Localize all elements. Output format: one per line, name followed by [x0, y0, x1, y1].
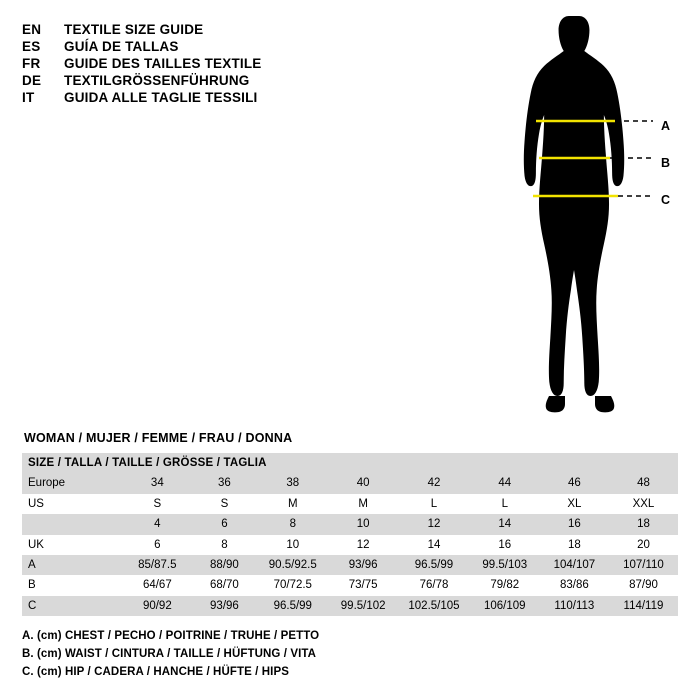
row-label: B	[28, 579, 36, 592]
footnote-hip: C. (cm) HIP / CADERA / HANCHE / HÜFTE / HIPS	[22, 666, 290, 678]
table-header-row	[22, 453, 678, 473]
table-cell: 46	[567, 477, 581, 490]
table-cell: 12	[356, 538, 370, 551]
table-cell: 12	[427, 518, 441, 531]
table-cell: 90/92	[142, 599, 172, 612]
table-cell: 42	[427, 477, 441, 490]
table-row	[22, 535, 678, 555]
table-cell: 88/90	[210, 558, 239, 571]
language-code: DE	[22, 73, 42, 88]
row-label: Europe	[28, 477, 66, 490]
measure-label-b: B	[661, 156, 671, 170]
table-cell: 83/86	[559, 579, 589, 592]
language-code: EN	[22, 22, 42, 37]
table-cell: 40	[356, 477, 370, 490]
table-cell: 99.5/103	[482, 558, 528, 571]
table-cell: 16	[498, 538, 512, 551]
table-cell: 8	[221, 538, 228, 551]
language-title: TEXTILE SIZE GUIDE	[64, 22, 204, 37]
measurement-footnotes	[22, 630, 582, 684]
table-cell: S	[220, 497, 229, 510]
table-row	[22, 555, 678, 575]
language-title: GUIDA ALLE TAGLIE TESSILI	[64, 90, 258, 105]
row-label: C	[28, 599, 37, 612]
table-cell: 93/96	[348, 558, 378, 571]
table-cell: M	[287, 497, 298, 510]
table-cell: 79/82	[490, 579, 520, 592]
language-code: ES	[22, 39, 41, 54]
table-cell: 70/72.5	[273, 579, 312, 592]
language-row	[22, 73, 352, 88]
row-label: US	[28, 497, 44, 510]
table-cell: 36	[218, 477, 231, 490]
table-row	[22, 575, 678, 595]
table-cell: 34	[150, 477, 164, 490]
table-cell: 107/110	[623, 558, 664, 571]
table-cell: 114/119	[623, 599, 664, 612]
table-cell: XL	[567, 497, 582, 510]
measure-label-a: A	[661, 119, 671, 133]
measure-label-c: C	[661, 193, 671, 207]
table-cell: 99.5/102	[340, 599, 386, 612]
row-label: A	[28, 558, 36, 571]
table-cell: 48	[637, 477, 650, 490]
table-cell: 104/107	[553, 558, 596, 571]
size-table	[22, 453, 678, 616]
table-cell: 73/75	[348, 579, 378, 592]
table-cell: 64/67	[142, 579, 172, 592]
language-title: GUIDE DES TAILLES TEXTILE	[64, 56, 262, 71]
table-row	[22, 596, 678, 616]
size-table-section	[22, 425, 678, 616]
language-title-block	[22, 22, 352, 107]
table-cell: 38	[286, 477, 300, 490]
table-cell: 85/87.5	[138, 558, 177, 571]
table-cell: 87/90	[629, 579, 658, 592]
table-cell: 14	[427, 538, 441, 551]
table-cell: 102.5/105	[408, 599, 460, 612]
language-row	[22, 22, 352, 37]
table-cell: 10	[356, 518, 370, 531]
row-label	[22, 514, 123, 534]
table-cell: 106/109	[484, 599, 526, 612]
table-row	[22, 514, 678, 534]
table-cell: S	[153, 497, 162, 510]
table-row	[22, 473, 678, 493]
language-title: TEXTILGRÖSSENFÜHRUNG	[64, 73, 250, 88]
table-cell: 10	[286, 538, 300, 551]
table-cell: 76/78	[419, 579, 449, 592]
table-cell: 18	[637, 518, 650, 531]
row-label: UK	[28, 538, 44, 551]
footnote-chest: A. (cm) CHEST / PECHO / POITRINE / TRUHE / PETTO	[22, 630, 320, 642]
language-row	[22, 39, 352, 54]
table-cell: L	[430, 497, 438, 510]
table-row	[22, 494, 678, 514]
footnote-waist: B. (cm) WAIST / CINTURA / TAILLE / HÜFTUNG / VITA	[22, 648, 317, 660]
table-cell: XXL	[632, 497, 655, 510]
table-caption: WOMAN / MUJER / FEMME / FRAU / DONNA	[24, 431, 293, 445]
table-cell: 6	[154, 538, 161, 551]
table-cell: 18	[567, 538, 581, 551]
table-header-label: SIZE / TALLA / TAILLE / GRÖSSE / TAGLIA	[28, 457, 267, 469]
table-cell: 110/113	[554, 599, 595, 612]
table-cell: L	[501, 497, 508, 510]
table-cell: 6	[221, 518, 228, 531]
table-cell: 8	[289, 518, 296, 531]
table-cell: 16	[567, 518, 581, 531]
table-cell: 4	[154, 518, 161, 531]
language-title: GUÍA DE TALLAS	[64, 39, 179, 54]
table-cell: 44	[498, 477, 512, 490]
table-cell: M	[358, 497, 368, 510]
language-code: FR	[22, 56, 41, 71]
table-cell: 68/70	[210, 579, 239, 592]
table-cell: 14	[498, 518, 512, 531]
table-cell: 20	[637, 538, 650, 551]
language-code: IT	[22, 90, 35, 105]
female-silhouette-icon	[505, 8, 690, 433]
table-cell: 96.5/99	[414, 558, 454, 571]
language-row	[22, 56, 352, 71]
table-cell: 96.5/99	[273, 599, 312, 612]
language-row	[22, 90, 352, 105]
table-cell: 90.5/92.5	[268, 558, 317, 571]
table-cell: 93/96	[210, 599, 239, 612]
body-measurement-figure	[505, 8, 690, 433]
